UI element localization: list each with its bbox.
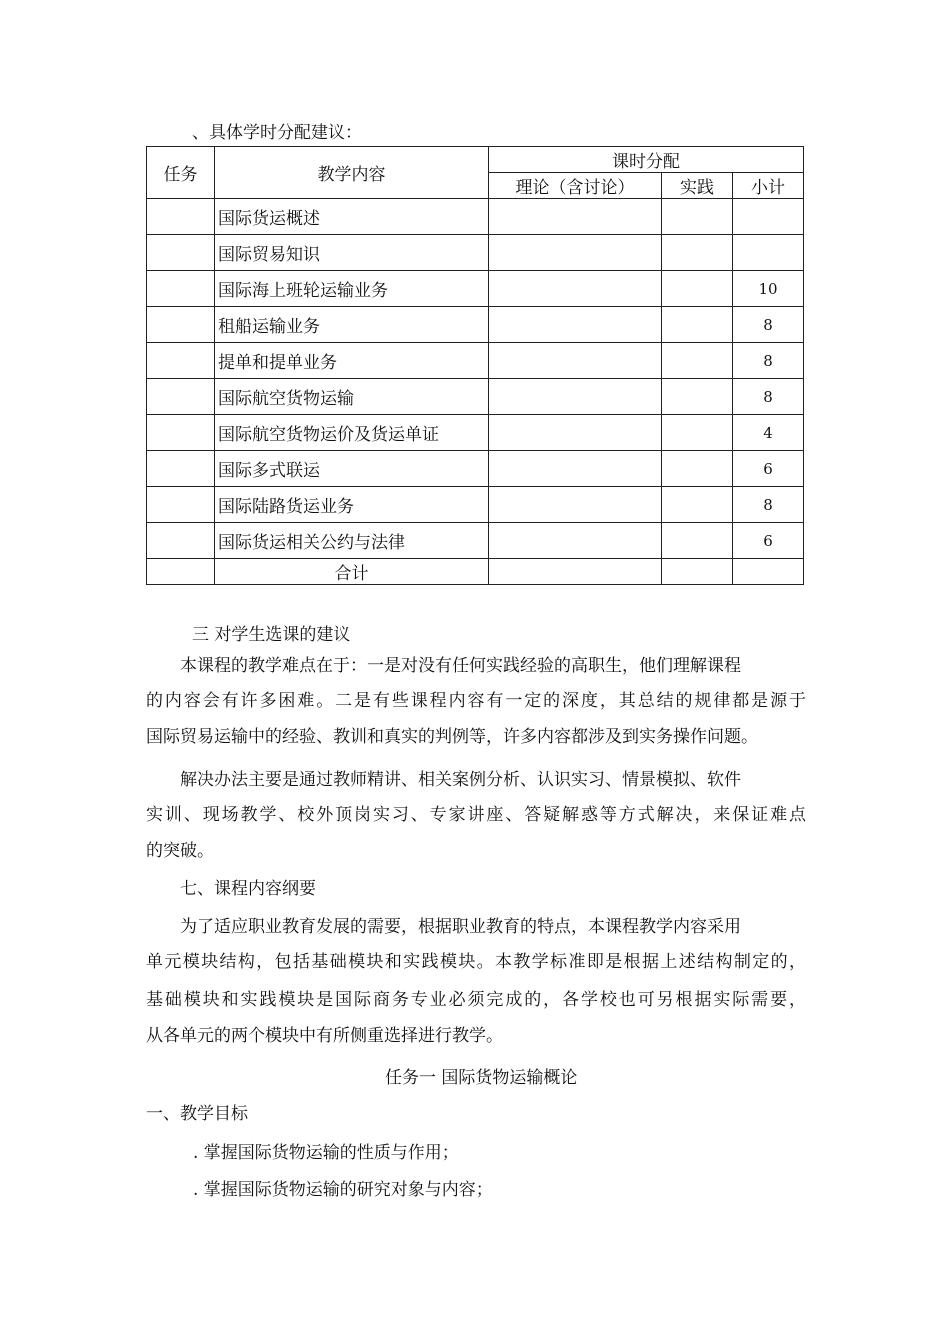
- paragraph-line: 本课程的教学难点在于：一是对没有任何实践经验的高职生，他们理解课程: [180, 656, 741, 676]
- table-row: [147, 451, 804, 487]
- row-content: 国际航空货物运输: [215, 379, 489, 415]
- table-row: [147, 235, 804, 271]
- row-content: 国际货运概述: [215, 199, 489, 235]
- table-row: [147, 487, 804, 523]
- table-row: [147, 415, 804, 451]
- paragraph-line: 实训、现场教学、校外顶岗实习、专家讲座、答疑解惑等方式解决，来保证难点: [146, 805, 806, 825]
- paragraph-line: 的内容会有许多困难。二是有些课程内容有一定的深度，其总结的规律都是源于: [146, 691, 806, 711]
- table-total-row: [147, 559, 804, 585]
- header-subtotal: 小计: [733, 173, 804, 199]
- objective-item: . 掌握国际货物运输的性质与作用；: [193, 1143, 459, 1163]
- row-content: 国际陆路货运业务: [215, 487, 489, 523]
- header-content: 教学内容: [215, 147, 489, 199]
- row-content: 国际多式联运: [215, 451, 489, 487]
- header-task: 任务: [147, 147, 215, 199]
- row-subtotal: 10: [733, 271, 804, 307]
- total-label: 合计: [215, 559, 489, 585]
- row-subtotal: 8: [733, 307, 804, 343]
- header-hours: 课时分配: [489, 147, 804, 173]
- hours-allocation-table: [146, 146, 804, 585]
- paragraph-line: 单元模块结构，包括基础模块和实践模块。本教学标准即是根据上述结构制定的，: [146, 952, 806, 972]
- row-content: 国际货运相关公约与法律: [215, 523, 489, 559]
- table-row: [147, 379, 804, 415]
- paragraph-line: 基础模块和实践模块是国际商务专业必须完成的，各学校也可另根据实际需要，: [146, 990, 806, 1010]
- header-practice: 实践: [662, 173, 733, 199]
- row-subtotal: 4: [733, 415, 804, 451]
- row-content: 国际航空货物运价及货运单证: [215, 415, 489, 451]
- header-theory: 理论（含讨论）: [489, 173, 662, 199]
- objectives-heading: 一、教学目标: [146, 1104, 248, 1124]
- table-row: [147, 199, 804, 235]
- row-content: 国际贸易知识: [215, 235, 489, 271]
- row-content: 提单和提单业务: [215, 343, 489, 379]
- row-subtotal: 8: [733, 343, 804, 379]
- row-subtotal: 8: [733, 379, 804, 415]
- row-subtotal: [733, 235, 804, 271]
- task-title: 任务一 国际货物运输概论: [385, 1068, 578, 1088]
- table-caption: 、具体学时分配建议：: [192, 123, 362, 143]
- paragraph-line: 国际贸易运输中的经验、教训和真实的判例等，许多内容都涉及到实务操作问题。: [146, 727, 758, 747]
- table-row: [147, 523, 804, 559]
- row-subtotal: 6: [733, 451, 804, 487]
- paragraph-line: 解决办法主要是通过教师精讲、相关案例分析、认识实习、情景模拟、软件: [180, 770, 741, 790]
- row-content: 国际海上班轮运输业务: [215, 271, 489, 307]
- row-content: 租船运输业务: [215, 307, 489, 343]
- paragraph-line: 的突破。: [146, 841, 214, 861]
- objective-item: . 掌握国际货物运输的研究对象与内容；: [193, 1180, 493, 1200]
- table-row: [147, 271, 804, 307]
- table-row: [147, 343, 804, 379]
- paragraph-line: 为了适应职业教育发展的需要，根据职业教育的特点，本课程教学内容采用: [180, 917, 741, 937]
- section-heading: 七、课程内容纲要: [180, 879, 316, 899]
- row-subtotal: [733, 199, 804, 235]
- table-row: [147, 307, 804, 343]
- row-subtotal: 6: [733, 523, 804, 559]
- paragraph-line: 从各单元的两个模块中有所侧重选择进行教学。: [146, 1026, 503, 1046]
- section-heading: 三 对学生选课的建议: [192, 625, 351, 645]
- row-subtotal: 8: [733, 487, 804, 523]
